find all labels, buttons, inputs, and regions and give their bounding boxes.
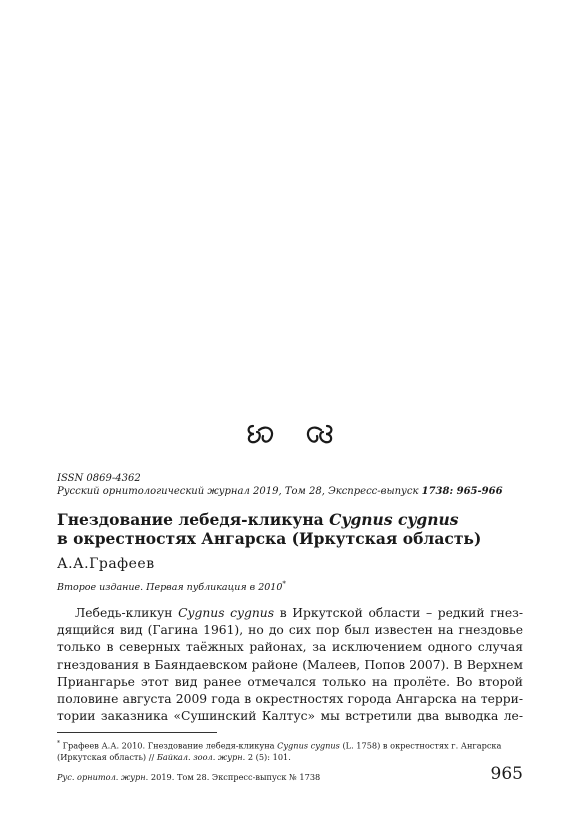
article-title: Гнездование лебедя-кликуна Cygnus cygnus в окрестностях Ангарска (Иркутская область) (57, 510, 482, 548)
issn: ISSN 0869-4362 (57, 473, 141, 484)
running-footer: Рус. орнитол. журн. 2019. Том 28. Экспресс-выпуск № 1738 (57, 772, 321, 782)
ornament-icon (245, 420, 335, 448)
article-body (57, 605, 523, 725)
body-line: Лебедь-кликун Cygnus cygnus в Иркутской области – редкий гнез- (75, 606, 523, 620)
journal-metadata (57, 472, 527, 498)
body-line: Приангарье этот вид ранее отмечался только на пролёте. Во второй (57, 674, 523, 689)
footnote-divider (57, 732, 217, 733)
footnote: * Графеев А.А. 2010. Гнездование лебедя-кликуна Cygnus cygnus (L. 1758) в окрестностях г. Ангарска (Иркутская область) // Байкал. зоол. журн. 2 (5): 101. (57, 740, 502, 762)
body-line: только в северных таёжных районах, за исключением одного случая (57, 640, 523, 655)
footnote-marker: * (282, 580, 286, 588)
author: А.А.Графеев (57, 556, 155, 572)
ornament-divider (0, 420, 580, 455)
body-line: гнездования в Баяндаевском районе (Малеев, Попов 2007). В Верхнем (57, 657, 523, 672)
body-line: половине августа 2009 года в окрестностях города Ангарска на терри- (57, 692, 523, 707)
page-range: : 965-966 (449, 486, 503, 497)
edition-note: Второе издание. Первая публикация в 2010* (57, 580, 286, 594)
body-line: дящийся вид (Гагина 1961), но до сих пор был известен на гнездовье (57, 623, 523, 638)
journal-citation: Русский орнитологический журнал 2019, Том 28, Экспресс-выпуск 1738: 965-966 (57, 486, 503, 497)
page-number: 965 (490, 764, 523, 784)
issue-number: 1738 (421, 486, 450, 497)
body-line: тории заказника «Сушинский Калтус» мы встретили два выводка ле- (57, 709, 523, 724)
species-name: Cygnus cygnus (329, 510, 459, 529)
